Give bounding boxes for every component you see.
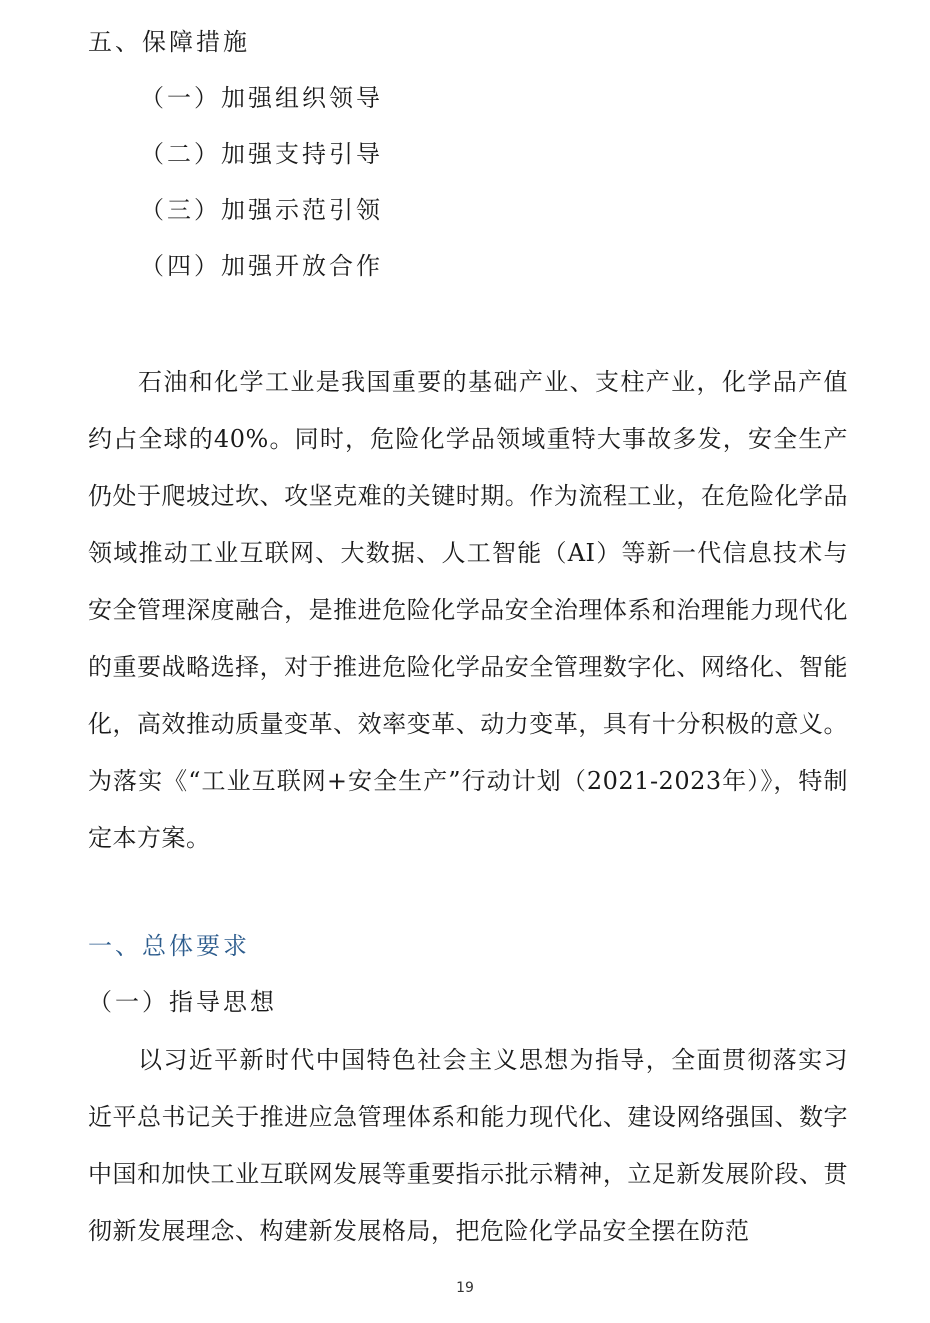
section-1-subheading: （一）指导思想 [88, 988, 277, 1016]
guiding-thought-paragraph: 以习近平新时代中国特色社会主义思想为指导，全面贯彻落实习近平总书记关于推进应急管理体系和能力现代化、建设网络强国、数字中国和加快工业互联网发展等重要指示批示精神，立足新发展阶段、贯彻新发展理念、构建新发展格局，把危险化学品安全摆在防范 [88, 1046, 848, 1245]
section-5-heading: 五、保障措施 [88, 28, 250, 56]
page-number: 19 [456, 1280, 474, 1296]
intro-paragraph: 石油和化学工业是我国重要的基础产业、支柱产业，化学品产值约占全球的40%。同时，危险化学品领域重特大事故多发，安全生产仍处于爬坡过坎、攻坚克难的关键时期。作为流程工业，在危险化学品领域推动工业互联网、大数据、人工智能（AI）等新一代信息技术与安全管理深度融合，是推进危险化学品安全治理体系和治理能力现代化的重要战略选择，对于推进危险化学品安全管理数字化、网络化、智能化，高效推动质量变革、效率变革、动力变革，具有十分积极的意义。为落实《“工业互联网+安全生产”行动计划（2021-2023年）》，特制定本方案。 [88, 368, 848, 852]
section-1-heading: 一、总体要求 [88, 932, 250, 960]
section-5-item-2: （二）加强支持引导 [140, 140, 383, 168]
section-5-item-3: （三）加强示范引领 [140, 196, 383, 224]
section-5-item-4: （四）加强开放合作 [140, 252, 383, 280]
section-5-item-1: （一）加强组织领导 [140, 84, 383, 112]
